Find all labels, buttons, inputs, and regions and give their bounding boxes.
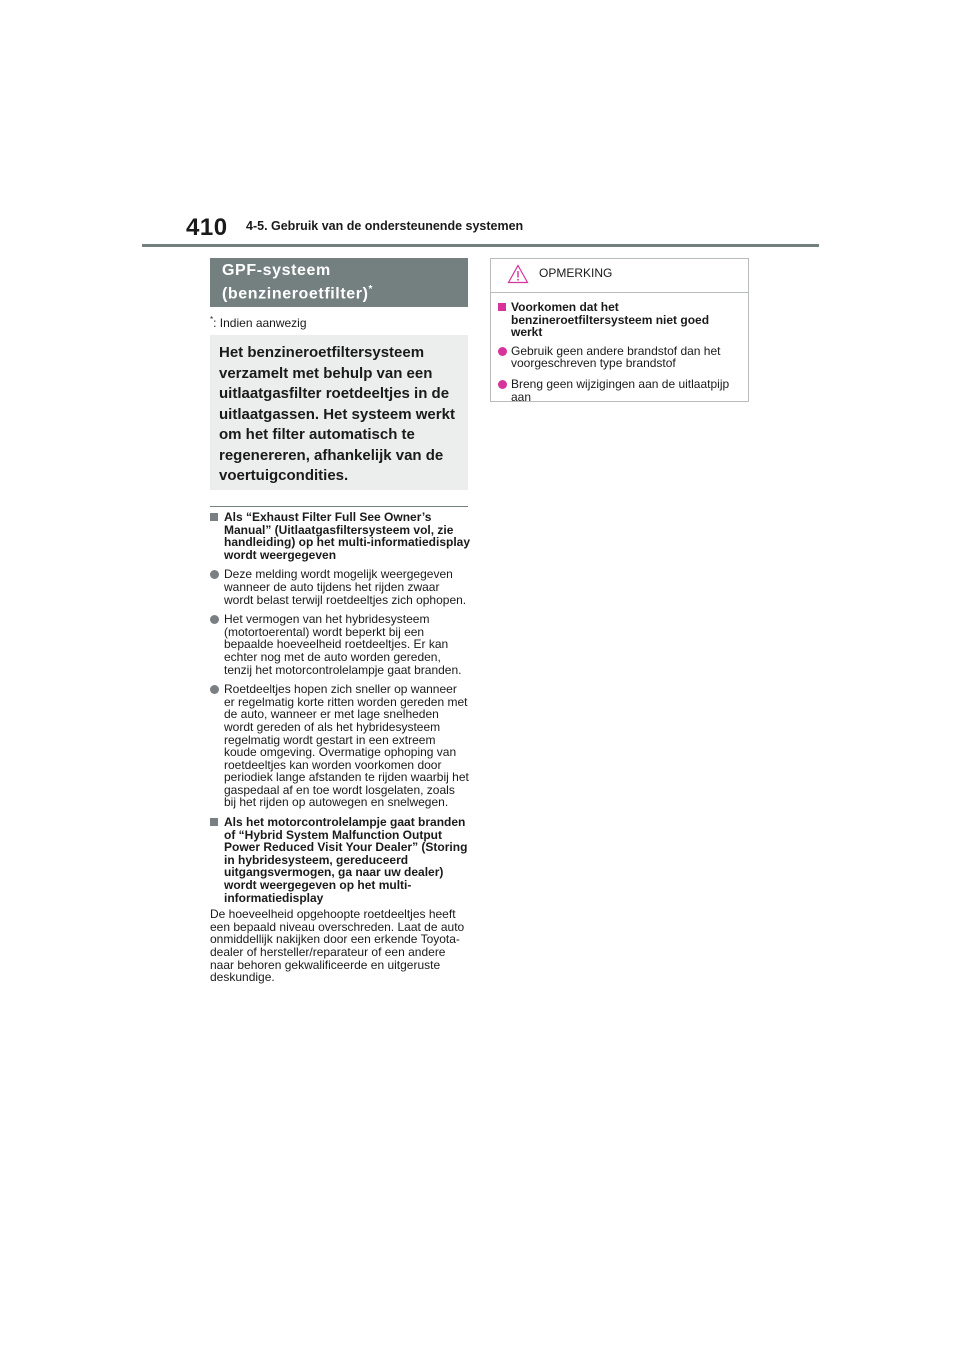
section-asterisk: * xyxy=(368,284,374,295)
chapter-title: 4-5. Gebruik van de ondersteunende systemen xyxy=(246,219,524,233)
list-item-text: Het vermogen van het hybridesysteem (motortoerental) wordt beperkt bij een bepaalde hoeveelheid roetdeeltjes. Er kan echter nog met de auto worden gereden, tenzij het motorcontrolelampje gaat branden. xyxy=(224,612,462,677)
square-bullet-icon xyxy=(210,818,218,826)
section-rule xyxy=(210,506,468,507)
notice-header xyxy=(491,259,748,293)
list-item xyxy=(210,613,470,676)
footnote-marker: * xyxy=(210,315,214,324)
notice-heading-text: Voorkomen dat het benzineroetfiltersysteem niet goed werkt xyxy=(511,300,710,340)
topic-heading-text: Als “Exhaust Filter Full See Owner’s Manual” (Uitlaatgasfiltersysteem vol, zie handleiding) op het multi-informatiedisplay wordt weergegeven xyxy=(224,510,471,562)
list-item-text: Roetdeeltjes hopen zich sneller op wanneer er regelmatig korte ritten worden gereden met de auto, wanneer er met lage snelheden wordt gereden of als het hybridesysteem regelmatig wordt gestart in een extreem koude omgeving. Overmatige ophoping van roetdeeltjes kan worden voorkomen door periodiek lange afstanden te rijden waarbij het gaspedaal af en toe wordt losgelaten, zoals bij het rijden op autowegen en snelwegen. xyxy=(224,682,469,810)
square-bullet-icon xyxy=(210,513,218,521)
list-item-text: Deze melding wordt mogelijk weergegeven wanneer de auto tijdens het rijden zwaar wordt belast terwijl roetdeeltjes zich ophopen. xyxy=(224,567,467,607)
topic-heading-2 xyxy=(210,816,470,904)
left-column xyxy=(210,511,470,984)
warning-triangle-icon xyxy=(507,264,529,284)
topic-paragraph: De hoeveelheid opgehoopte roetdeeltjes heeft een bepaald niveau overschreden. Laat de auto onmiddellijk nakijken door een erkende Toyota-dealer of hersteller/reparateur of een andere naar behoren gekwalificeerde en uitgeruste deskundige. xyxy=(210,907,465,985)
notice-title: OPMERKING xyxy=(539,266,613,280)
list-item xyxy=(210,683,470,809)
section-title: GPF-systeem (benzineroetfilter) xyxy=(222,262,369,303)
footnote-text: : Indien aanwezig xyxy=(213,316,307,330)
notice-heading xyxy=(498,301,742,339)
intro-box: Het benzineroetfiltersysteem verzamelt met behulp van een uitlaatgasfilter roetdeeltjes in de uitlaatgassen. Het systeem werkt om het filter automatisch te regenereren, afhankelijk van de voertuigcondities. xyxy=(210,335,468,490)
topic-heading-1 xyxy=(210,511,470,561)
round-bullet-icon xyxy=(498,347,507,356)
list-item-text: Gebruik geen andere brandstof dan het voorgeschreven type brandstof xyxy=(511,343,721,371)
list-item xyxy=(498,345,742,370)
topic-heading-text: Als het motorcontrolelampje gaat branden of “Hybrid System Malfunction Output Power Reduced Visit Your Dealer” (Storing in hybridesysteem, gereduceerd uitgangsvermogen, ga naar uw dealer) wordt weergegeven op het multi-informatiedisplay xyxy=(224,815,468,905)
notice-body xyxy=(491,293,748,403)
round-bullet-icon xyxy=(498,380,507,389)
list-item xyxy=(210,568,470,606)
list-item-text: Breng geen wijzigingen aan de uitlaatpijp aan xyxy=(511,376,730,404)
footnote xyxy=(210,315,307,330)
header-rule xyxy=(142,244,819,247)
round-bullet-icon xyxy=(210,685,219,694)
section-heading xyxy=(210,258,468,307)
square-bullet-icon xyxy=(498,303,506,311)
page-number: 410 xyxy=(186,214,228,241)
round-bullet-icon xyxy=(210,615,219,624)
notice-box xyxy=(490,258,749,402)
round-bullet-icon xyxy=(210,570,219,579)
list-item xyxy=(498,378,742,403)
